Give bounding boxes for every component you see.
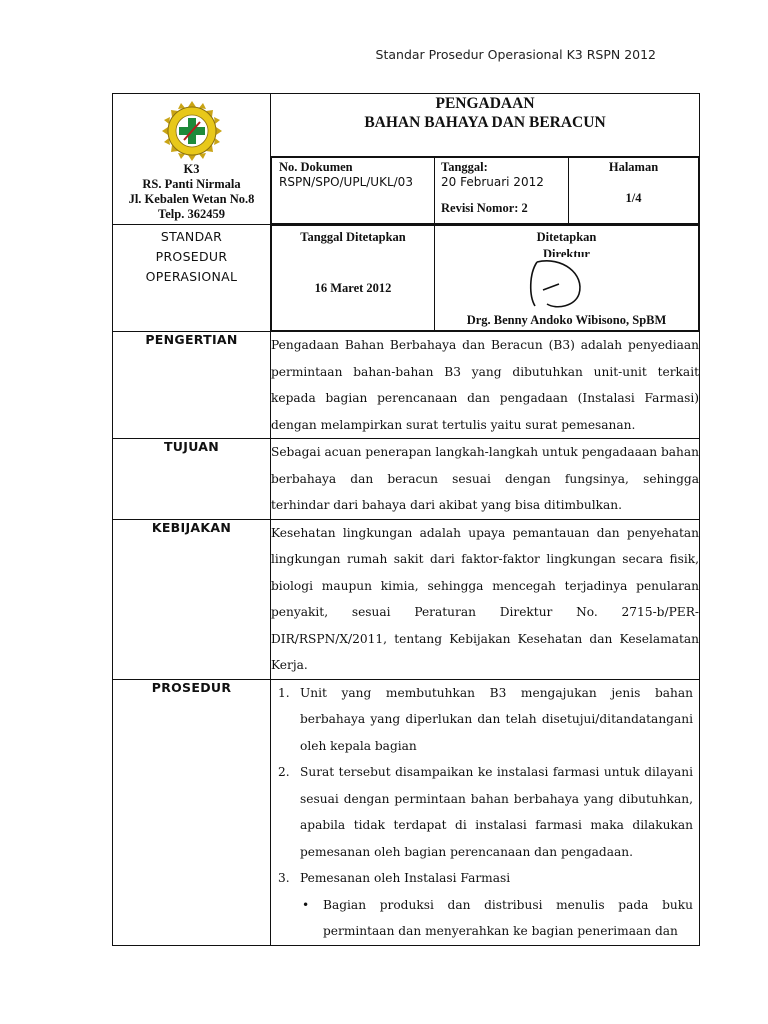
title-line-1: PENGADAAN <box>435 95 535 112</box>
tujuan-text: Sebagai acuan penerapan langkah-langkah untuk pengadaaan bahan berbahaya dan beracun sesuai dengan fungsinya, sehingga terhindar dari bahaya dari akibat yang bisa ditimbulkan. <box>271 439 700 520</box>
date-label: Tanggal: <box>441 160 488 174</box>
sop-table <box>112 93 700 946</box>
title-line-2: BAHAN BAHAYA DAN BERACUN <box>364 114 606 131</box>
approval-cell <box>271 225 700 332</box>
hospital-logo-icon <box>157 100 227 162</box>
kebijakan-text: Kesehatan lingkungan adalah upaya pemantauan dan penyehatan lingkungan rumah sakit dari faktor-faktor lingkungan secara fisik, biologi maupun kimia, sehingga mencegah terjadinya penularan penyakit, sesuai Peraturan Direktur No. 2715-b/PER-DIR/RSPN/X/2011, tentang Kebijakan Kesehatan dan Keselamatan Kerja. <box>271 519 700 679</box>
prosedur-content <box>271 679 700 945</box>
unit-label: K3 <box>183 162 200 176</box>
page-cell <box>569 158 699 224</box>
revision-number: Revisi Nomor: 2 <box>441 201 528 215</box>
procedure-list <box>271 680 699 892</box>
procedure-step: 3. Pemesanan oleh Instalasi Farmasi <box>278 871 511 885</box>
set-date-label: Tanggal Ditetapkan <box>300 230 406 244</box>
document-meta-cell <box>271 157 700 225</box>
tujuan-label: TUJUAN <box>113 439 271 520</box>
pengertian-text: Pengadaan Bahan Berbahaya dan Beracun (B3) adalah penyediaan permintaan bahan-bahan B3 yang dibutuhkan unit-unit terkait kepada bagian perencanaan dan pengadaan (Instalasi Farmasi) dengan melampirkan surat tertulis yaitu surat pemesanan. <box>271 332 700 439</box>
signatory-name: Drg. Benny Andoko Wibisono, SpBM <box>466 313 667 327</box>
document-title <box>271 94 700 157</box>
director-signature <box>507 254 597 314</box>
kebijakan-label: KEBIJAKAN <box>113 519 271 679</box>
procedure-sub-list <box>271 892 699 945</box>
procedure-step: 1. Unit yang membutuhkan B3 mengajukan jenis bahan berbahaya yang diperlukan dan telah disetujui/ditandatangani oleh kepala bagian <box>278 685 693 753</box>
procedure-step: 2. Surat tersebut disampaikan ke instalasi farmasi untuk dilayani sesuai dengan permintaan bahan berbahaya yang dibutuhkan, apabila tidak terdapat di instalasi farmasi maka dilakukan pemesanan oleh bagian perencanaan dan pengadaan. <box>278 765 693 859</box>
page-number: 1/4 <box>625 191 642 205</box>
page-label: Halaman <box>608 160 659 174</box>
hospital-logo <box>113 94 270 162</box>
set-date-cell <box>272 226 435 331</box>
procedure-sub-item: • Bagian produksi dan distribusi menulis pada buku permintaan dan menyerahkan ke bagian penerimaan dan <box>302 897 693 938</box>
pengertian-label: PENGERTIAN <box>113 332 271 439</box>
set-by-label: Ditetapkan <box>536 230 597 244</box>
doc-number-value: RSPN/SPO/UPL/UKL/03 <box>279 175 413 189</box>
date-value: 20 Februari 2012 <box>441 175 544 189</box>
set-by-cell <box>435 226 699 331</box>
set-date-value: 16 Maret 2012 <box>314 281 392 295</box>
hospital-phone: Telp. 362459 <box>158 207 225 221</box>
doc-number-cell <box>272 158 435 224</box>
set-by-role: Direktur <box>543 247 590 257</box>
date-cell <box>435 158 569 224</box>
document-running-header: Standar Prosedur Operasional K3 RSPN 2012 <box>375 47 656 62</box>
hospital-info-cell <box>113 94 271 225</box>
prosedur-label: PROSEDUR <box>113 679 271 945</box>
hospital-name: RS. Panti Nirmala <box>142 177 241 191</box>
doc-number-label: No. Dokumen <box>279 160 353 174</box>
hospital-address: Jl. Kebalen Wetan No.8 <box>128 192 255 206</box>
sop-label: STANDAR PROSEDUR OPERASIONAL <box>113 225 271 332</box>
